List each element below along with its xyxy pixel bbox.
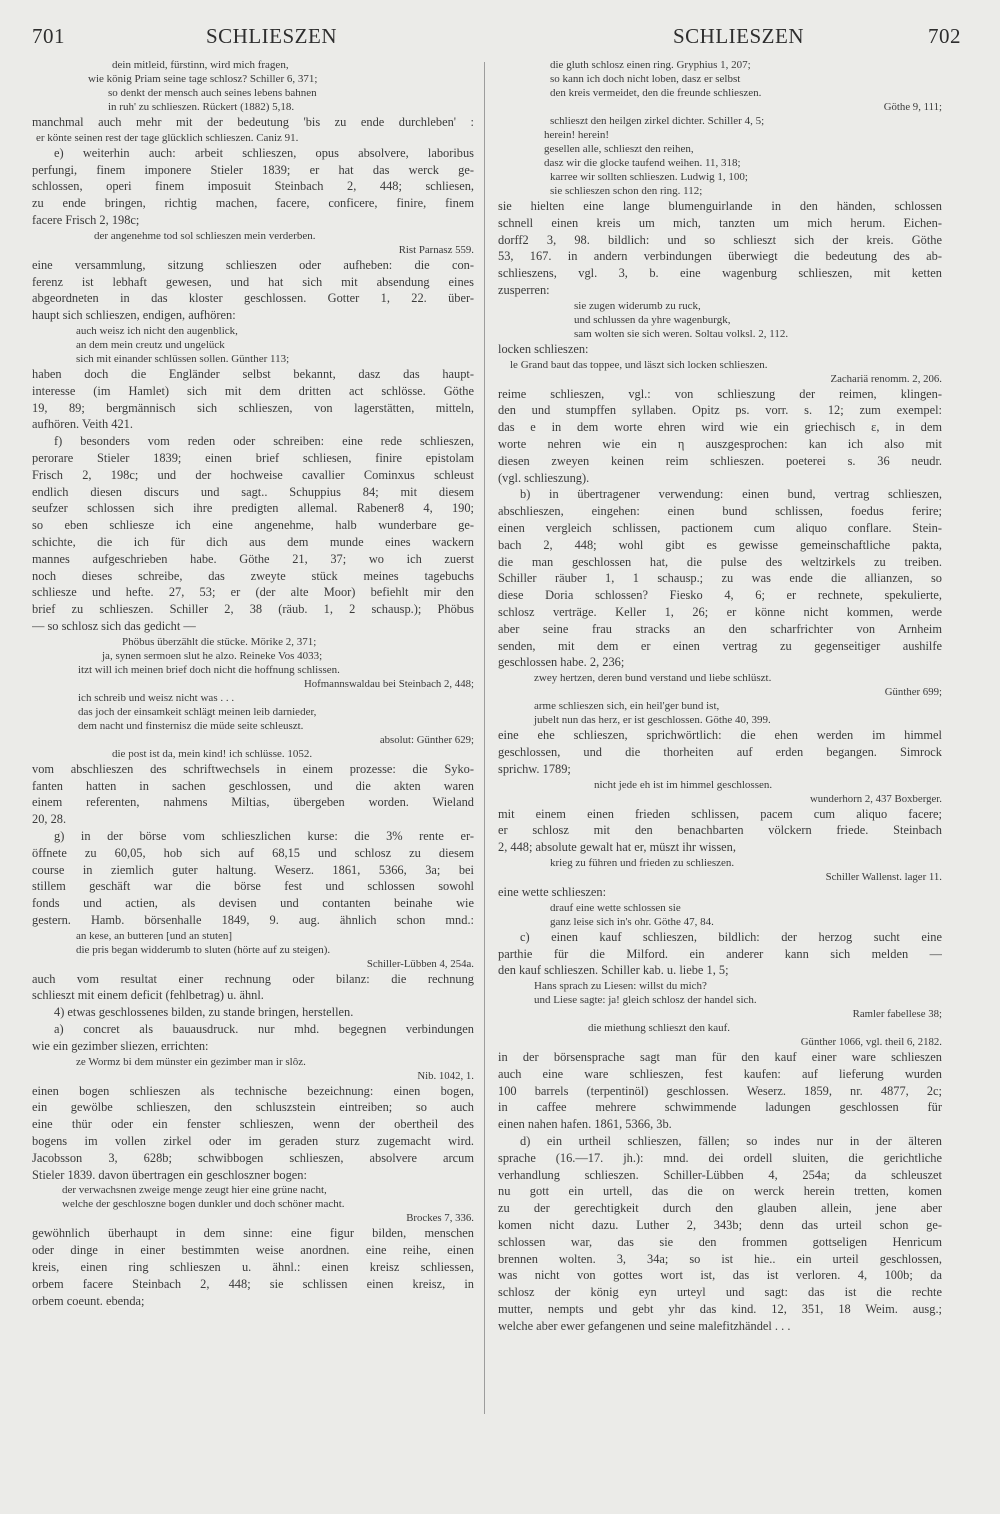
text-line: gewöhnlich überhaupt in dem sinne: eine figur bilden, menschen bbox=[32, 1226, 474, 1241]
text-line: eine ehe schlieszen, sprichwörtlich: die ehen werden im himmel bbox=[498, 728, 942, 743]
text-line: welche der geschloszne bogen dunkler und doch schöner macht. bbox=[62, 1198, 345, 1211]
text-line: f) besonders vom reden oder schreiben: eine rede schlieszen, bbox=[54, 434, 474, 449]
text-line: so eben schliesze ich eine angenehme, halb wunderbare ge- bbox=[32, 518, 474, 533]
text-line: oder dinge in einer bestimmten weise anordnen. eine reihe, einen bbox=[32, 1243, 474, 1258]
text-line: c) einen kauf schlieszen, bildlich: der herzog sucht eine bbox=[520, 929, 942, 944]
text-line: sprache (16.—17. jh.): mnd. dei ordell sluiten, die gerichtliche bbox=[498, 1150, 942, 1165]
text-line: perfungi, finem imponere Stieler 1839; er hat das werck ge- bbox=[32, 162, 474, 177]
text-line: geschlossen, und die thorheiten auf erden begangen. Simrock bbox=[498, 744, 942, 759]
text-line: e) weiterhin auch: arbeit schlieszen, opus absolvere, laboribus bbox=[54, 145, 474, 160]
text-line: fonds und actien, als devisen und contanten beinahe wie bbox=[32, 896, 474, 911]
text-line: schlosz der könig eyn urteyl und sagt: das ist die rechte bbox=[498, 1285, 942, 1300]
text-line: dein mitleid, fürstinn, wird mich fragen, bbox=[112, 59, 289, 71]
text-line: der verwachsnen zweige menge zeugt hier eine grüne nacht, bbox=[62, 1184, 327, 1197]
text-line: abgeordneten in das kloster geschlossen. Gotter 1, 22. über- bbox=[32, 291, 474, 306]
text-line: Hans sprach zu Liesen: willst du mich? bbox=[534, 980, 707, 993]
text-line: absolut: Günther 629; bbox=[379, 733, 474, 746]
text-line: endlich diesen discurs und sagt.. Schuppius 84; mit diesem bbox=[32, 484, 474, 499]
text-line: itzt will ich meinen brief doch nicht die hoffnung schlissen. bbox=[78, 663, 340, 676]
text-line: auch weisz ich nicht den augenblick, bbox=[76, 324, 238, 337]
text-line: den kreis vermeidet, den die freunde schlieszen. bbox=[550, 87, 762, 99]
text-line: — so schlosz sich das gedicht — bbox=[32, 618, 196, 633]
text-line: sprichw. 1789; bbox=[498, 761, 571, 776]
text-line: vom abschlieszen des schriftwechsels in einem prozesse: die Syko- bbox=[32, 761, 474, 776]
text-line: Günther 1066, vgl. theil 6, 2182. bbox=[800, 1036, 942, 1049]
text-line: ze Wormz bi dem münster ein gezimber man ir slôz. bbox=[76, 1055, 306, 1068]
text-line: schlieszens, vgl. 3, b. eine wagenburg schlieszen, mit ketten bbox=[498, 266, 942, 281]
text-line: Phöbus überzählt die stücke. Mörike 2, 371; bbox=[122, 635, 317, 648]
text-line: worte nehren wie ein η auszgesprochen: kan ich also mit bbox=[498, 436, 942, 451]
text-line: und Liese sagte: ja! gleich schlosz der handel sich. bbox=[534, 994, 757, 1007]
text-line: das joch der einsamkeit schlägt meinen leib darnieder, bbox=[78, 705, 317, 718]
text-line: le Grand baut das toppee, und läszt sich locken schlieszen. bbox=[510, 358, 768, 371]
text-line: abschlieszen, eingehen: einen bund schlissen, foedus ferire; bbox=[498, 504, 942, 519]
text-line: an dem mein creutz und ungelück bbox=[76, 338, 225, 351]
text-line: course in ziemlich guter haltung. Weserz. 1861, 5366, 3a; bei bbox=[32, 862, 474, 877]
text-line: schlossen, operi finem imposuit Steinbach 2, 448; schliesen, bbox=[32, 179, 474, 194]
column-divider bbox=[484, 62, 485, 1414]
text-line: a) concret als bauausdruck. nur mhd. begegnen verbindungen bbox=[54, 1022, 474, 1037]
text-line: drauf eine wette schlossen sie bbox=[550, 901, 681, 914]
text-line: manchmal auch mehr mit der bedeutung 'bis zu ende durchleben' : bbox=[32, 115, 474, 129]
text-line: jubelt nun das herz, er ist geschlossen. Göthe 40, 399. bbox=[534, 714, 771, 727]
text-line: seufzer schlossen sich ihre predigten allemal. Rabener8 4, 190; bbox=[32, 501, 474, 516]
text-line: eine versammlung, sitzung schlieszen oder aufheben: die con- bbox=[32, 257, 474, 272]
text-line: die miethung schlieszt den kauf. bbox=[588, 1022, 731, 1035]
text-line: Ramler fabellese 38; bbox=[852, 1008, 942, 1021]
text-line: schliesze und hefte. 27, 53; er (der alte Moor) befiehlt mir den bbox=[32, 585, 474, 600]
text-line: schlieszt mit einem deficit (fehlbetrag) u. ähnl. bbox=[32, 988, 264, 1003]
text-line: einem referenten, nahmens Miltias, übergeben worden. Wieland bbox=[32, 795, 474, 810]
text-line: eine thür oder ein fenster schlieszen, wenn der obertheil des bbox=[32, 1117, 474, 1132]
text-line: so denkt der mensch auch seines lebens bahnen bbox=[108, 87, 317, 99]
text-line: ein gewölbe schlieszen, den schluszstein eintreiben; so auch bbox=[32, 1100, 474, 1115]
text-line: sie hielten eine lange blumenguirlande in den händen, schlossen bbox=[498, 199, 942, 213]
running-head-right: SCHLIESZEN bbox=[673, 24, 804, 48]
text-line: herein! herein! bbox=[544, 129, 610, 141]
text-line: Rist Parnasz 559. bbox=[398, 243, 474, 256]
text-line: mit einem einen frieden schlissen, pacem cum aliquo facere; bbox=[498, 806, 942, 821]
text-line: wie ein gezimber sliezen, errichten: bbox=[32, 1038, 209, 1053]
text-line: verhandlung schlieszen. Schiller-Lübben 4, 254a; da schleuszet bbox=[498, 1167, 942, 1182]
text-line: interesse (im Hamlet) sich mit dem dritten act schlösse. Göthe bbox=[32, 383, 474, 398]
text-line: schichte, die ich für dich aus dem munde eines wackern bbox=[32, 534, 474, 549]
text-line: orbem facere Steinbach 2, 448; sie schlissen einen kreisz, in bbox=[32, 1276, 474, 1291]
text-line: diese Doria schlossen? Fiesko 4, 6; er rechnete, spekulierte, bbox=[498, 588, 942, 603]
text-line: die post ist da, mein kind! ich schlüsse. 1052. bbox=[112, 747, 313, 760]
text-line: Frisch 2, 198c; und der hochweise cavallier Cominxus schleust bbox=[32, 467, 474, 482]
text-line: Schiller-Lübben 4, 254a. bbox=[366, 957, 474, 970]
text-line: so kann ich doch nicht loben, dasz er selbst bbox=[550, 73, 741, 85]
text-line: Hofmannswaldau bei Steinbach 2, 448; bbox=[303, 677, 474, 690]
text-line: die man geschlossen hat, die pulse des weltzirkels zu treiben. bbox=[498, 554, 942, 569]
text-line: locken schlieszen: bbox=[498, 341, 589, 356]
text-line: g) in der börse vom schlieszlichen kurse: die 3% rente er- bbox=[54, 828, 474, 843]
text-line: kreis, einen ring schlieszen u. ähnl.: einen kreisz schliessen, bbox=[32, 1260, 474, 1275]
text-line: Stieler 1839. davon übertragen ein geschloszner bogen: bbox=[32, 1167, 307, 1182]
text-line: 100 barrels (terpentinöl) geschlossen. Weserz. 1859, nr. 4877, 2c; bbox=[498, 1083, 942, 1098]
text-line: haupt sich schlieszen, endigen, aufhören: bbox=[32, 308, 236, 323]
text-line: eine wette schlieszen: bbox=[498, 884, 607, 899]
text-line: dorff2 3, 98. bildlich: und so schlieszt sich der kreis. Göthe bbox=[498, 232, 942, 247]
text-line: b) in übertragener verwendung: einen bund, vertrag schlieszen, bbox=[520, 487, 942, 502]
text-line: d) ein urtheil schlieszen, fällen; so indes nur in der älteren bbox=[520, 1134, 942, 1149]
text-line: 20, 28. bbox=[32, 812, 67, 827]
text-line: zwey hertzen, deren bund verstand und liebe schlüszt. bbox=[534, 672, 772, 685]
text-line: Göthe 9, 111; bbox=[883, 101, 942, 113]
text-line: schlieszt den heilgen zirkel dichter. Schiller 4, 5; bbox=[550, 115, 765, 127]
text-line: ferenz ist lebhaft gewesen, und hat sich mit absendung eines bbox=[32, 274, 474, 289]
text-line: dasz wir die glocke taufend weihen. 11, 318; bbox=[544, 157, 741, 169]
text-line: sam wolten sie sich weren. Soltau volksl. 2, 112. bbox=[574, 327, 789, 340]
text-line: bach 2, 448; wohl gibt es gewisse gemeinschaftliche pakta, bbox=[498, 537, 942, 552]
text-line: er könte seinen rest der tage glücklich schlieszen. Caniz 91. bbox=[36, 131, 299, 144]
text-line: zusperren: bbox=[498, 282, 550, 297]
text-line: diesen zweyen keinen reim schlieszen. poeterei s. 36 neudr. bbox=[498, 453, 942, 468]
text-line: in ruh' zu schlieszen. Rückert (1882) 5,18. bbox=[108, 101, 295, 113]
text-line: sich mit einander schlüssen sollen. Günther 113; bbox=[76, 352, 290, 365]
text-line: welche aber ewer gefangenen und seine malefitzhändel . . . bbox=[498, 1318, 791, 1333]
text-line: noch dieses schreibe, das zweyte stück meines tagebuchs bbox=[32, 568, 474, 583]
page-number-right: 702 bbox=[928, 24, 961, 48]
text-line: auch eine ware schlieszen, fest kaufen: auf lieferung wurden bbox=[498, 1066, 942, 1081]
text-line: er schlosz mit den benachbarten völckern friede. Steinbach bbox=[498, 823, 942, 838]
text-line: das e in dem worte ehren wird wie ein griechisch ε, in dem bbox=[498, 420, 942, 435]
text-line: auch vom resultat einer rechnung oder bilanz: die rechnung bbox=[32, 971, 474, 986]
text-line: schlosz verträge. Keller 1, 26; er könne nicht kommen, werde bbox=[498, 604, 942, 619]
text-line: ganz leise sich in's ohr. Göthe 47, 84. bbox=[550, 915, 714, 928]
text-line: 4) etwas geschlossenes bilden, zu stande bringen, herstellen. bbox=[54, 1005, 354, 1020]
text-line: Jacobsson 3, 628b; schwibbogen schlieszen, absolvere arcum bbox=[32, 1150, 474, 1165]
text-line: orbem coeunt. ebenda; bbox=[32, 1293, 145, 1308]
text-line: was nicht von gottes wort ist, das ist verloren. 4, 100b; da bbox=[498, 1268, 942, 1283]
text-line: in der börsensprache sagt man für den kauf einer ware schlieszen bbox=[498, 1050, 942, 1065]
text-line: bogens im vollen zirkel oder im geraden sturz zugemacht wird. bbox=[32, 1134, 474, 1149]
text-line: ich schreib und weisz nicht was . . . bbox=[78, 691, 235, 704]
text-line: parthie für die Milford. ein anderer kann sich melden — bbox=[498, 946, 942, 961]
text-line: an kese, an butteren [und an stuten] bbox=[76, 929, 233, 942]
text-line: und schlussen da yhre wagenburgk, bbox=[574, 313, 731, 326]
text-line: 2, 448; absolute gewalt hat er, müszt ihr wissen, bbox=[498, 840, 736, 855]
text-line: aber seine frau stracks an den scharfrichter von Arnheim bbox=[498, 621, 942, 636]
text-line: mutter, nempts und gebt yhr das kind. 12, 351, 18 Weim. ausg.; bbox=[498, 1302, 942, 1317]
text-line: wunderhorn 2, 437 Boxberger. bbox=[809, 792, 942, 805]
text-line: ja, synen sermoen slut he alzo. Reineke Vos 4033; bbox=[102, 649, 323, 662]
text-line: der angenehme tod sol schlieszen mein verderben. bbox=[94, 229, 316, 242]
text-line: sie schlieszen schon den ring. 112; bbox=[550, 185, 703, 197]
text-line: facere Frisch 2, 198c; bbox=[32, 212, 140, 227]
text-line: (vgl. schlieszung). bbox=[498, 470, 590, 485]
text-line: die pris began widderumb to sluten (hörte auf zu steigen). bbox=[76, 943, 331, 956]
text-line: stillem geschäft war die börse fest und schlossen sowohl bbox=[32, 879, 474, 894]
text-line: arme schlieszen sich, ein heil'ger bund ist, bbox=[534, 700, 720, 713]
text-line: karree wir sollten schlieszen. Ludwig 1, 100; bbox=[550, 171, 748, 183]
text-line: brief zu schlieszen. Schiller 2, 38 (räub. 1, 2 schausp.); Phöbus bbox=[32, 602, 474, 617]
text-line: Schiller Wallenst. lager 11. bbox=[825, 870, 942, 883]
text-line: gesellen alle, schlieszt den reihen, bbox=[544, 143, 694, 155]
text-line: geschlossen habe. 2, 236; bbox=[498, 655, 625, 670]
text-line: gestern. Hamb. börsenhalle 1849, 9. aug. ähnlich schon mnd.: bbox=[32, 912, 474, 927]
text-line: einen vergleich schlissen, pactionem cum aliquo conflare. Stein- bbox=[498, 520, 942, 535]
text-line: nu gott ein urtell, das die on werck herein tretten, komen bbox=[498, 1184, 942, 1199]
text-line: senden, mit dem er einen vertrag zu gegenseitiger aushilfe bbox=[498, 638, 942, 653]
page-number-left: 701 bbox=[32, 24, 65, 48]
text-line: öffnete zu 60,05, hob sich auf 68,15 und schlosz zu diesem bbox=[32, 845, 474, 860]
text-line: wie könig Priam seine tage schlosz? Schiller 6, 371; bbox=[88, 73, 318, 85]
text-line: den und stumpffen syllaben. Opitz ps. vorr. s. 12; zum exempel: bbox=[498, 403, 942, 418]
text-line: Günther 699; bbox=[884, 686, 942, 699]
text-line: haben doch die Engländer selbst bekannt, dasz das haupt- bbox=[32, 366, 474, 381]
text-line: reime schlieszen, vgl.: von schlieszung der reimen, klingen- bbox=[498, 386, 942, 401]
text-line: einen nahen hafen. 1861, 5366, 3b. bbox=[498, 1117, 672, 1132]
right-column bbox=[498, 58, 942, 1335]
text-line: krieg zu führen und frieden zu schlieszen. bbox=[550, 856, 735, 869]
text-line: den kauf schlieszen. Schiller kab. u. liebe 1, 5; bbox=[498, 963, 729, 978]
text-line: sie zugen widerumb zu ruck, bbox=[574, 299, 701, 312]
text-line: aufhören. Veith 421. bbox=[32, 417, 133, 432]
text-line: schnell einen kreis um mich, tanzten um mich herum. Eichen- bbox=[498, 215, 942, 230]
text-line: komen nicht dazu. Luther 2, 343b; denn das urteil schon ge- bbox=[498, 1218, 942, 1233]
text-line: Schiller räuber 1, 1 schausp.; zu was ende die allianzen, so bbox=[498, 571, 942, 586]
text-line: nicht jede eh ist im himmel geschlossen. bbox=[594, 778, 773, 791]
text-line: einen bogen schlieszen als technische bezeichnung: einen bogen, bbox=[32, 1083, 474, 1098]
text-line: zu ende bringen, richtig machen, facere, conficere, finire, finem bbox=[32, 196, 474, 211]
text-line: Zachariä renomm. 2, 206. bbox=[830, 372, 942, 385]
text-line: 53, 167. in andern verbindungen überwiegt die bedeutung des ab- bbox=[498, 249, 942, 264]
left-column bbox=[32, 58, 474, 1309]
text-line: fanten hatten in sachen geschlossen, und die akten waren bbox=[32, 778, 474, 793]
text-line: dem nacht und finsternisz die müde seite schleuszt. bbox=[78, 719, 304, 732]
text-line: die gluth schlosz einen ring. Gryphius 1, 207; bbox=[550, 59, 751, 71]
text-line: Brockes 7, 336. bbox=[406, 1212, 474, 1225]
text-line: schlossen war, das sie den frommen gottseligen Henricum bbox=[498, 1234, 942, 1249]
text-line: perorare Stieler 1839; einen brief schliesen, finire epistolam bbox=[32, 450, 474, 465]
running-head-left: SCHLIESZEN bbox=[206, 24, 337, 48]
text-line: mannes aufgeschrieben habe. Göthe 21, 37; wo ich zuerst bbox=[32, 551, 474, 566]
text-line: 19, 89; bergmännisch sich schlieszen, von lagerstätten, mitteln, bbox=[32, 400, 474, 415]
text-line: in caffee mehrere schwimmende ladungen geschlossen für bbox=[498, 1100, 942, 1115]
text-line: zu der gerechtigkeit durch den glauben allein, jene aber bbox=[498, 1201, 942, 1216]
text-line: brennen wolten. 3, 34a; so ist hie.. ein urteil geschlossen, bbox=[498, 1251, 942, 1266]
text-line: Nib. 1042, 1. bbox=[417, 1069, 474, 1082]
